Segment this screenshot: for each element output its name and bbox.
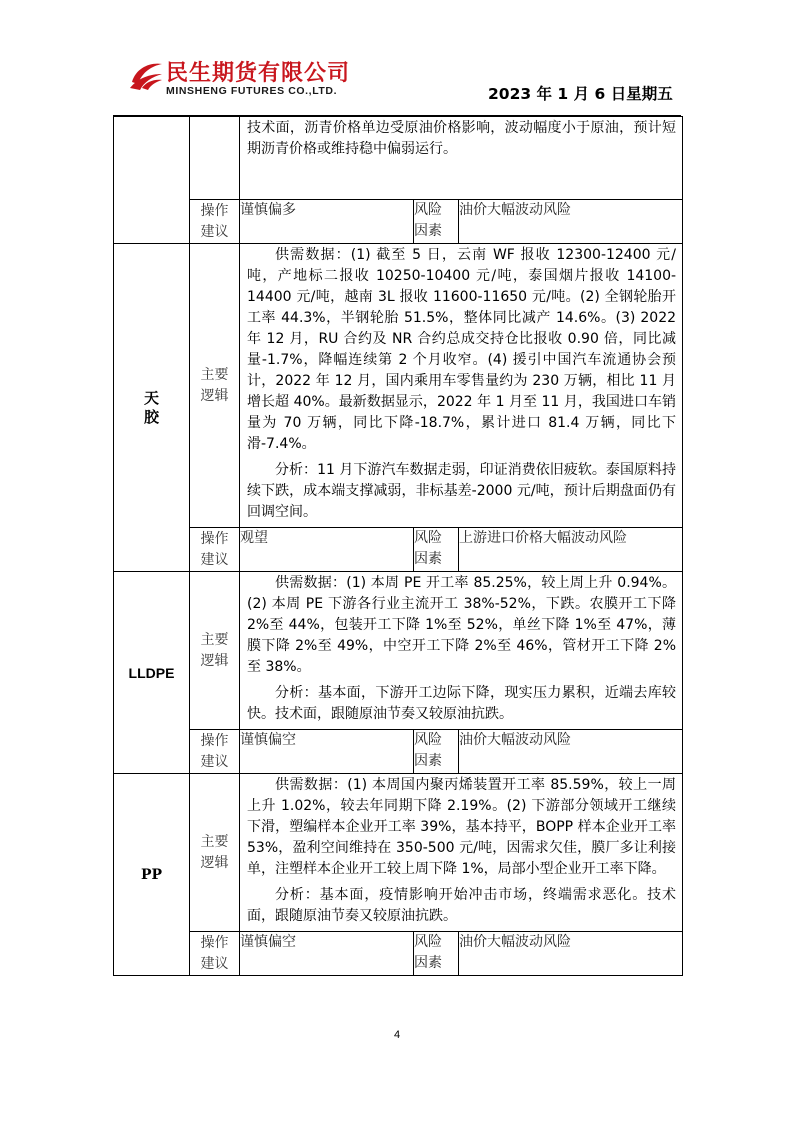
table-row: [114, 932, 683, 976]
risk-label: 风险 因素: [414, 200, 459, 244]
risk-label: 风险 因素: [414, 730, 459, 774]
advice-label: 操作 建议: [190, 528, 240, 572]
table-row: [114, 730, 683, 774]
logic-cell: [240, 774, 683, 932]
analysis-paragraph: 分析：基本面，疫情影响开始冲击市场，终端需求恶化。技术面，跟随原油节奏又较原油抗跌。: [247, 887, 677, 924]
advice-value: 谨慎偏多: [240, 200, 414, 244]
logic-label: 主要 逻辑: [190, 572, 240, 730]
risk-value: 油价大幅波动风险: [459, 932, 683, 976]
table-row: [114, 572, 683, 730]
minsheng-logo-icon: [128, 58, 164, 92]
table-row: [114, 528, 683, 572]
company-name-cn: 民生期货有限公司: [166, 61, 351, 86]
advice-label: 操作 建议: [190, 932, 240, 976]
commodity-table: [113, 116, 683, 976]
logic-cell: [240, 117, 683, 200]
table-row: [114, 117, 683, 200]
advice-label: 操作 建议: [190, 200, 240, 244]
table-row: [114, 244, 683, 528]
company-name-en: MINSHENG FUTURES CO.,LTD.: [166, 85, 338, 97]
risk-value: 油价大幅波动风险: [459, 200, 683, 244]
commodity-name-pp: PP: [114, 774, 190, 976]
risk-label: 风险 因素: [414, 932, 459, 976]
advice-value: 谨慎偏空: [240, 730, 414, 774]
logic-label: 主要 逻辑: [190, 774, 240, 932]
advice-value: 谨慎偏空: [240, 932, 414, 976]
logic-label-cell: [190, 117, 240, 200]
analysis-paragraph: 分析：11 月下游汽车数据走弱，印证消费依旧疲软。泰国原料持续下跌，成本端支撑减弱，非标基差-2000 元/吨，预计后期盘面仍有回调空间。: [247, 462, 677, 520]
logic-cell: [240, 572, 683, 730]
advice-value: 观望: [240, 528, 414, 572]
logic-cell: [240, 244, 683, 528]
page-number: 4: [393, 1029, 401, 1041]
supply-demand-paragraph: 供需数据：(1) 本周 PE 开工率 85.25%，较上周上升 0.94%。(2) 本周 PE 下游各行业主流开工 38%-52%，下跌。农膜开工下降 2%至 44%，包装开工下降 1%至 52%，单丝下降 1%至 47%，薄膜下降 2%至 49%，中空开工下降 2%至 46%，管材开工下降 2%至 38%。: [247, 575, 677, 675]
report-date: 2023 年 1 月 6 日星期五: [488, 85, 673, 103]
logic-paragraph: 技术面，沥青价格单边受原油价格影响，波动幅度小于原油，预计短期沥青价格或维持稳中偏弱运行。: [247, 120, 677, 157]
advice-label: 操作 建议: [190, 730, 240, 774]
analysis-paragraph: 分析：基本面，下游开工边际下降，现实压力累积，近端去库较快。技术面，跟随原油节奏又较原油抗跌。: [247, 685, 677, 722]
supply-demand-paragraph: 供需数据：(1) 本周国内聚丙烯装置开工率 85.59%，较上一周上升 1.02%，较去年同期下降 2.19%。(2) 下游部分领域开工继续下滑，塑编样本企业开工率 39%，基本持平，BOPP 样本企业开工率 53%，盈利空间维持在 350-500 元/吨，因需求欠佳，膜厂多让利接单，注塑样本企业开工较上周下降 1%，局部小型企业开工率下降。: [247, 777, 677, 877]
table-row: [114, 774, 683, 932]
commodity-name-lldpe: LLDPE: [114, 572, 190, 774]
risk-value: 上游进口价格大幅波动风险: [459, 528, 683, 572]
table-row: [114, 200, 683, 244]
supply-demand-paragraph: 供需数据：(1) 截至 5 日，云南 WF 报收 12300-12400 元/吨，产地标二报收 10250-10400 元/吨，泰国烟片报收 14100-14400 元/吨，越南 3L 报收 11600-11650 元/吨。(2) 全钢轮胎开工率 44.3%，半钢轮胎 51.5%，整体同比减产 14.6%。(3) 2022 年 12 月，RU 合约及 NR 合约总成交持仓比报收 0.90 倍，同比减量-1.7%，降幅连续第 2 个月收窄。(4) 援引中国汽车流通协会预计，2022 年 12 月，国内乘用车零售量约为 230 万辆，相比 11 月增长超 40%。最新数据显示，2022 年 1 月至 11 月，我国进口车销量为 70 万辆，同比下降-18.7%，累计进口 81.4 万辆，同比下滑-7.4%。: [247, 247, 677, 452]
company-logo: [128, 56, 368, 100]
risk-label: 风险 因素: [414, 528, 459, 572]
commodity-name-rubber: 天 胶: [114, 244, 190, 572]
logic-label: 主要 逻辑: [190, 244, 240, 528]
risk-value: 油价大幅波动风险: [459, 730, 683, 774]
commodity-name-cell: [114, 117, 190, 244]
